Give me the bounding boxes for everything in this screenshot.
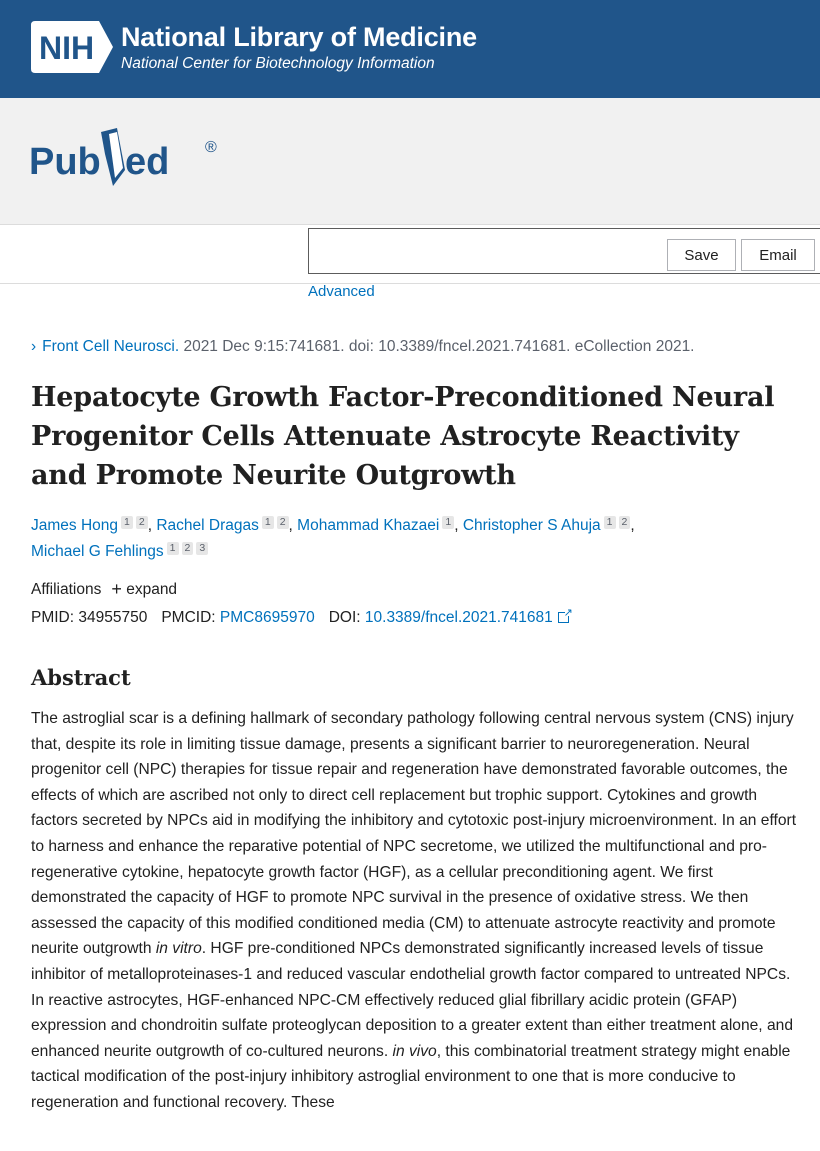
registered-mark: ® <box>205 139 217 156</box>
affiliation-ref[interactable]: 3 <box>196 542 208 555</box>
pubmed-logo[interactable] <box>29 124 229 194</box>
save-button[interactable]: Save <box>667 239 736 271</box>
citation <box>31 338 801 360</box>
affiliation-ref[interactable]: 1 <box>604 516 616 529</box>
author-link[interactable]: Mohammad Khazaei <box>297 517 440 534</box>
author-item <box>31 543 208 560</box>
external-link-icon[interactable] <box>558 612 569 623</box>
affiliation-ref[interactable]: 2 <box>277 516 289 529</box>
svg-text:ed: ed <box>125 141 170 183</box>
author-link[interactable]: Christopher S Ahuja <box>462 517 601 534</box>
author-link[interactable]: James Hong <box>31 517 119 534</box>
affiliation-ref[interactable]: 2 <box>182 542 194 555</box>
doi-label: DOI: <box>328 609 361 626</box>
affiliations-label: Affiliations <box>31 581 102 598</box>
pmcid-label: PMCID: <box>161 609 216 626</box>
affiliation-ref[interactable]: 2 <box>619 516 631 529</box>
abstract-text: The astroglial scar is a defining hallmark of secondary pathology following central nervous system (CNS) injury that, despite its role in limiting tissue damage, presents a significant barrier to neuroregeneration. Neural progenitor cell (NPC) therapies for tissue repair and regeneration have demonstrated favorable outcomes, the effects of which are ascribed not only to direct cell replacement but trophic support. Cytokines and growth factors secreted by NPCs aid in modifying the inhibitory and cytotoxic post-injury microenvironment. In an effort to harness and enhance the reparative potential of NPC secretome, we utilized the multifunctional and pro-regenerative cytokine, hepatocyte growth factor (HGF), as a cellular preconditioning agent. We first demonstrated the capacity of HGF to promote NPC survival in the presence of oxidative stress. We then assessed the capacity of this modified conditioned media (CM) to attenuate astrocyte reactivity and promote neurite outgrowth in vitro. HGF pre-conditioned NPCs demonstrated significantly increased levels of tissue inhibitor of metalloproteinases-1 and reduced vascular endothelial growth factor compared to untreated NPCs. In reactive astrocytes, HGF-enhanced NPC-CM effectively reduced glial fibrillary acidic protein (GFAP) expression and chondroitin sulfate proteoglycan deposition to a greater extent than either treatment alone, and enhanced neurite outgrowth of co-cultured neurons. in vivo, this combinatorial treatment strategy might enable tactical modification of the post-injury inhibitory astroglial environment to one that is more conducive to regeneration and functional recovery. These <box>31 710 797 1111</box>
advanced-search-link[interactable]: Advanced <box>308 283 375 300</box>
journal-link[interactable]: Front Cell Neurosci. <box>42 338 180 355</box>
plus-icon[interactable]: + <box>111 579 122 599</box>
author-item: Mohammad Khazaei 1 , <box>297 516 463 534</box>
nih-header <box>0 0 820 98</box>
email-button[interactable]: Email <box>741 239 815 271</box>
author-item: Rachel Dragas 1 2 , <box>156 516 298 534</box>
authors-list <box>31 513 801 565</box>
nih-logo[interactable] <box>31 21 114 73</box>
actions-bar <box>0 225 820 284</box>
affiliation-ref[interactable]: 1 <box>442 516 454 529</box>
identifiers <box>31 609 801 627</box>
affiliations-toggle[interactable] <box>31 579 801 600</box>
affiliation-ref[interactable]: 1 <box>121 516 133 529</box>
author-link[interactable]: Rachel Dragas <box>156 517 259 534</box>
abstract-heading: Abstract <box>31 665 131 690</box>
article-content <box>31 338 801 1116</box>
pmcid-link[interactable]: PMC8695970 <box>219 609 315 626</box>
pmid-value: 34955750 <box>78 609 148 626</box>
pmid-label: PMID: <box>31 609 75 626</box>
author-link[interactable]: Michael G Fehlings <box>31 543 164 560</box>
svg-text:Pub: Pub <box>29 141 101 183</box>
nlm-title[interactable]: National Library of Medicine <box>121 22 477 52</box>
author-item: Christopher S Ahuja 1 2 , <box>462 516 635 534</box>
expand-label[interactable]: expand <box>126 581 178 598</box>
citation-details: 2021 Dec 9:15:741681. doi: 10.3389/fncel.2021.741681. eCollection 2021. <box>179 338 695 355</box>
ncbi-subtitle: National Center for Biotechnology Information <box>121 55 435 72</box>
doi-link[interactable]: 10.3389/fncel.2021.741681 <box>364 609 553 626</box>
affiliation-ref[interactable]: 1 <box>262 516 274 529</box>
author-item: James Hong 1 2 , <box>31 516 157 534</box>
nih-logo-text: NIH <box>39 30 95 66</box>
affiliation-ref[interactable]: 1 <box>167 542 179 555</box>
chevron-right-icon[interactable]: › <box>31 338 37 355</box>
affiliation-ref[interactable]: 2 <box>136 516 148 529</box>
article-title: Hepatocyte Growth Factor-Preconditioned Neural Progenitor Cells Attenuate Astrocyte Reactivity and Promote Neurite Outgrowth <box>31 382 775 491</box>
